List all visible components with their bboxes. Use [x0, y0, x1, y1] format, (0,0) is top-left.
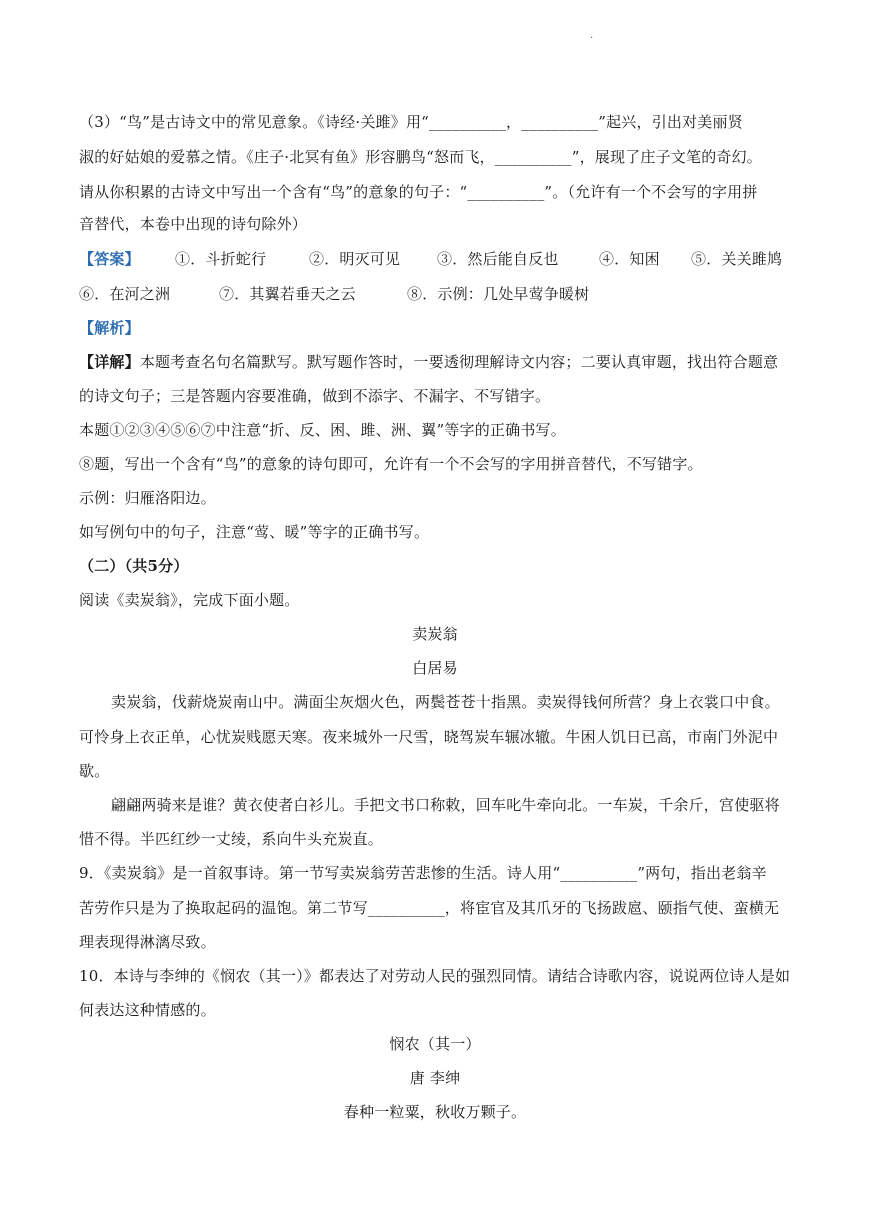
answer-item-2: ②．明灭可见: [309, 250, 401, 268]
section-2-heading: （二）（共5分）: [79, 557, 189, 575]
poem1-p1-line-1: 卖炭翁，伐薪烧炭南山中。满面尘灰烟火色，两鬓苍苍十指黑。卖炭得钱何所营？身上衣裳口中食。: [111, 693, 780, 711]
analysis-tag: 【解析】: [79, 319, 140, 337]
detail-tag: 【详解】: [79, 353, 140, 371]
answer-row-2: [79, 284, 791, 304]
poem1-p1-line-3: 歇。: [79, 762, 110, 780]
answer-item-7: ⑦．其翼若垂天之云: [219, 285, 356, 303]
q3-line-1: （3）“鸟”是古诗文中的常见意象。《诗经·关雎》用“__________，__________”起兴，引出对美丽贤: [79, 113, 743, 131]
poem2-line-1: 春种一粒粟，秋收万颗子。: [343, 1103, 527, 1121]
poem1-p2-line-2: 惜不得。半匹红纱一丈绫，系向牛头充炭直。: [79, 830, 384, 848]
analysis-line-5: 示例：归雁洛阳边。: [79, 489, 216, 507]
q3-line-4: 音替代，本卷中出现的诗句除外）: [79, 215, 308, 233]
poem1-author: 白居易: [412, 659, 458, 677]
answer-item-1: ①．斗折蛇行: [175, 250, 267, 268]
detail-text-1: 本题考查名句名篇默写。默写题作答时，一要透彻理解诗文内容；二要认真审题，找出符合题意: [139, 353, 779, 371]
analysis-line-6: 如写例句中的句子，注意“莺、暖”等字的正确书写。: [79, 523, 430, 541]
answer-item-6: ⑥．在河之洲: [79, 285, 171, 303]
answer-item-4: ④．知困: [599, 250, 660, 268]
q9-line-3: 理表现得淋漓尽致。: [79, 933, 216, 951]
answer-tag: 【答案】: [79, 250, 140, 268]
analysis-line-4: ⑧题，写出一个含有“鸟”的意象的诗句即可，允许有一个不会写的字用拼音替代，不写错字。: [79, 455, 703, 473]
q9-line-2: 苦劳作只是为了换取起码的温饱。第二节写__________，将宦官及其爪牙的飞扬跋扈、颐指气使、蛮横无: [79, 899, 780, 917]
q3-line-2: 淑的好姑娘的爱慕之情。《庄子·北冥有鱼》形容鹏鸟“怒而飞，__________”，展现了庄子文笔的奇幻。: [79, 148, 763, 166]
section-2-instruction: 阅读《卖炭翁》，完成下面小题。: [79, 591, 300, 609]
q9-line-1: 9．《卖炭翁》是一首叙事诗。第一节写卖炭翁劳苦悲惨的生活。诗人用“__________”两句，指出老翁辛: [79, 864, 767, 882]
answer-item-8: ⑧．示例：几处早莺争暖树: [407, 285, 590, 303]
poem2-title: 悯农（其一）: [389, 1035, 481, 1053]
analysis-line-2: 的诗文句子；三是答题内容要准确，做到不添字、不漏字、不写错字。: [79, 387, 551, 405]
analysis-line-1: [79, 352, 791, 372]
answer-item-3: ③．然后能自反也: [437, 250, 559, 268]
poem1-title: 卖炭翁: [412, 625, 458, 643]
q3-line-3: 请从你积累的古诗文中写出一个含有“鸟”的意象的句子：“__________”。（允许有一个不会写的字用拼: [79, 183, 758, 201]
poem2-author: 唐 李绅: [409, 1069, 461, 1087]
analysis-line-3: 本题①②③④⑤⑥⑦中注意“折、反、困、雎、洲、翼”等字的正确书写。: [79, 421, 566, 439]
answer-row-1: [79, 249, 791, 269]
answer-item-5: ⑤．关关雎鸠: [691, 250, 783, 268]
q10-line-1: 10．本诗与李绅的《悯农（其一）》都表达了对劳动人民的强烈同情。请结合诗歌内容，说说两位诗人是如: [79, 967, 791, 985]
poem1-p2-line-1: 翩翩两骑来是谁？黄衣使者白衫儿。手把文书口称敕，回车叱牛牵向北。一车炭，千余斤，宫使驱将: [111, 796, 780, 814]
header-dot: .: [590, 30, 594, 41]
poem1-p1-line-2: 可怜身上衣正单，心忧炭贱愿天寒。夜来城外一尺雪，晓驾炭车辗冰辙。牛困人饥日已高，市南门外泥中: [79, 728, 779, 746]
q10-line-2: 何表达这种情感的。: [79, 1001, 216, 1019]
